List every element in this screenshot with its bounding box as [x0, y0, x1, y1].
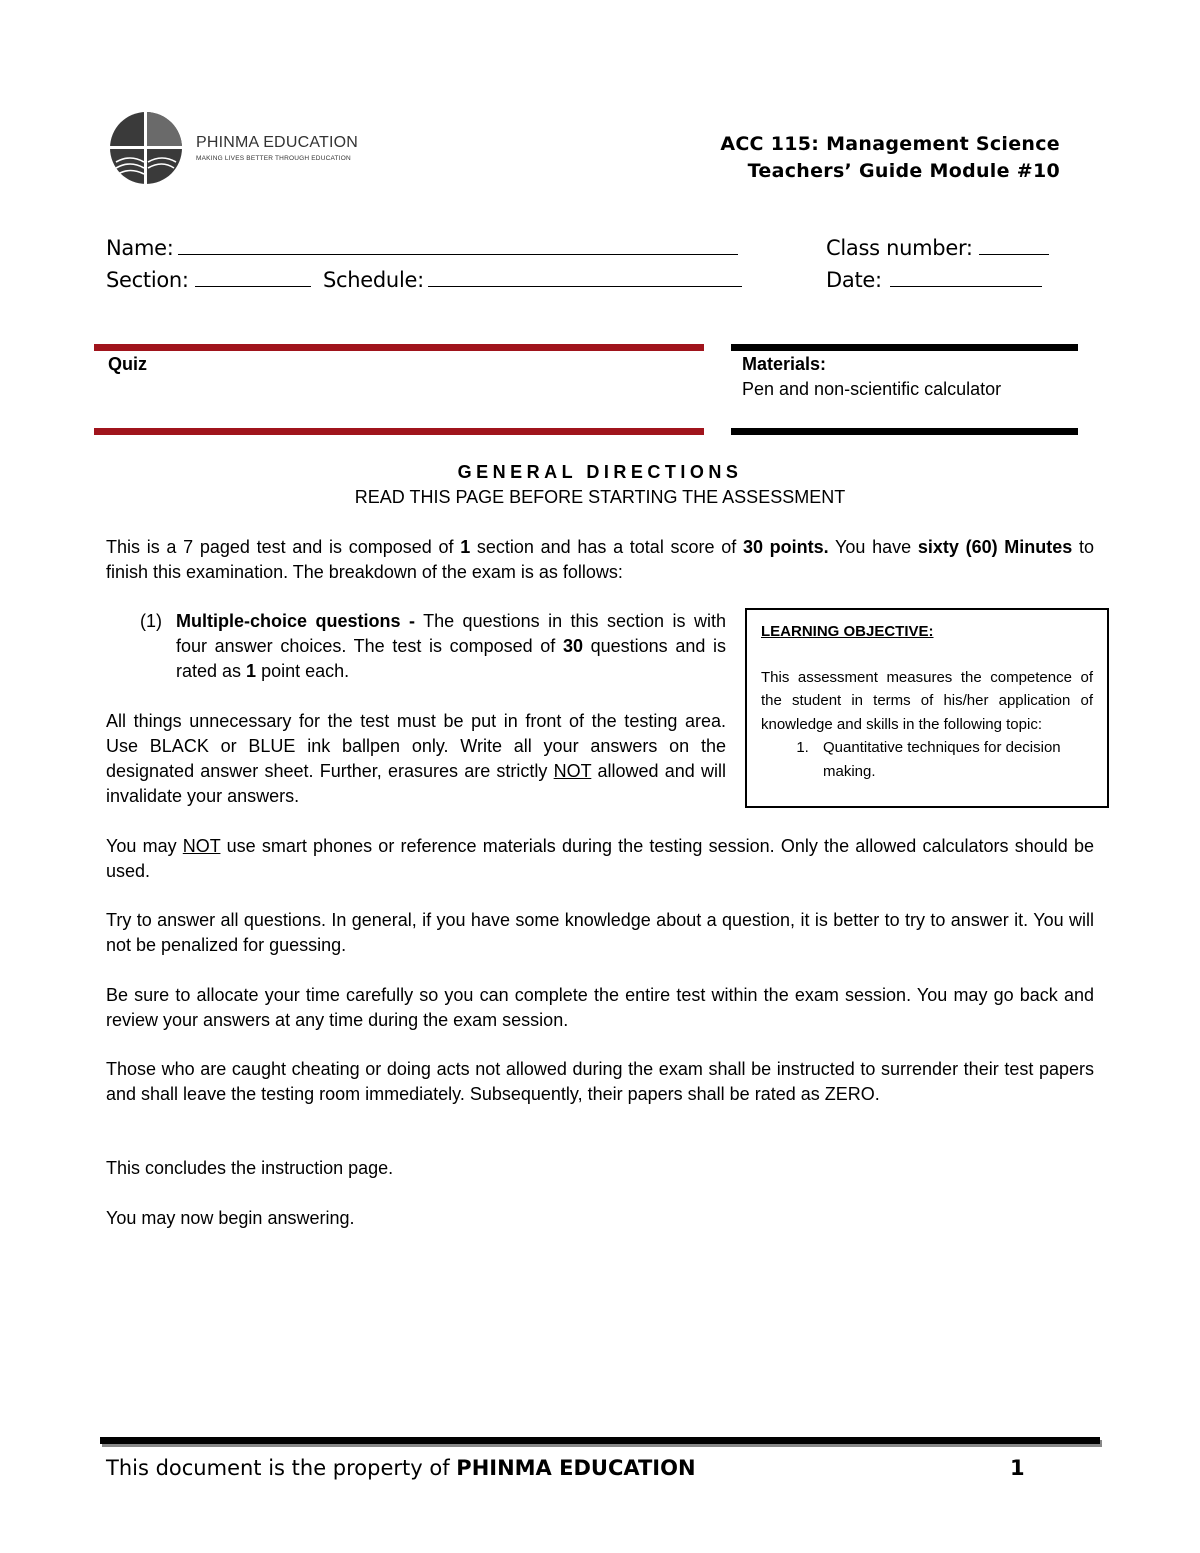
intro-time: sixty (60) Minutes: [917, 537, 1073, 557]
footer-text: [106, 1456, 696, 1480]
mc-text-1: The questions in this section is with four answer choices. The test is composed of: [176, 611, 726, 656]
logo-wordmark: PHINMA EDUCATION: [196, 134, 359, 151]
objective-item: 1. Quantitative techniques for decision making.: [813, 736, 1093, 783]
objective-text: This assessment measures the competence of the student in terms of his/her application of knowledge and skills in the following topic:: [761, 668, 1093, 733]
time-paragraph: Be sure to allocate your time carefully so you can complete the entire test within the exam session. You may go back and review your answers at any time during the exam session.: [106, 985, 1094, 1030]
phones-paragraph: [106, 834, 1094, 884]
section-field[interactable]: [106, 268, 311, 292]
intro-paragraph: [106, 535, 1094, 585]
things-text-1: All things unnecessary for the test must be put in front of the testing area. Use BLACK or BLUE ink ballpen only. Write all your answers on the designated answer sheet. Further, erasures are strictly: [106, 711, 726, 781]
conclude-paragraph: This concludes the instruction page.: [106, 1158, 394, 1178]
logo-tagline: MAKING LIVES BETTER THROUGH EDUCATION: [196, 155, 351, 162]
schedule-blank[interactable]: [428, 268, 742, 287]
intro-text-1: This is a 7 paged test and is composed of: [106, 537, 461, 557]
multiple-choice-item: [140, 609, 726, 684]
phones-not: NOT: [182, 836, 221, 856]
module-title: Teachers’ Guide Module #10: [747, 160, 1060, 182]
mc-number: (1): [140, 611, 162, 631]
section-blank[interactable]: [195, 268, 311, 287]
mc-points: 1: [246, 661, 257, 681]
quiz-top-bar: [94, 344, 704, 351]
phones-text-1: You may: [106, 836, 183, 856]
mc-text-3: point each.: [256, 661, 350, 681]
learning-objective-box: [745, 608, 1109, 808]
intro-text-2: section and has a total score of: [470, 537, 743, 557]
materials-label: Materials:: [742, 354, 827, 374]
materials-bottom-bar: [731, 428, 1078, 435]
date-blank[interactable]: [890, 268, 1042, 287]
intro-points: 30 points.: [742, 537, 829, 557]
things-not: NOT: [553, 761, 592, 781]
phones-text-2: use smart phones or reference materials during the testing session. Only the allowed calculators should be used.: [106, 836, 1094, 881]
class-number-label: Class number:: [826, 236, 973, 260]
mc-count: 30: [562, 636, 583, 656]
mc-text-2: questions and is rated as: [176, 636, 726, 681]
materials-text: Pen and non-scientific calculator: [742, 379, 1002, 399]
things-paragraph: [106, 709, 726, 809]
schedule-label: Schedule:: [323, 268, 424, 292]
general-directions-title: GENERAL DIRECTIONS: [457, 462, 743, 482]
footer-property-text: This document is the property of: [106, 1456, 457, 1480]
mc-title: Multiple-choice questions -: [176, 611, 415, 631]
objective-title: LEARNING OBJECTIVE:: [761, 623, 934, 640]
date-field[interactable]: [826, 268, 1042, 292]
date-label: Date:: [826, 268, 882, 292]
course-title-block: [720, 131, 1060, 185]
general-directions-subtitle: READ THIS PAGE BEFORE STARTING THE ASSESSMENT: [354, 487, 846, 507]
intro-text-4: to finish this examination. The breakdown of the exam is as follows:: [106, 537, 1095, 582]
quiz-label: Quiz: [108, 354, 147, 374]
things-text-2: allowed and will invalidate your answers.: [106, 761, 726, 806]
schedule-field[interactable]: [323, 268, 742, 292]
phinma-logo: [108, 110, 368, 188]
section-label: Section:: [106, 268, 189, 292]
name-field[interactable]: [106, 236, 738, 260]
intro-text-3: You have: [828, 537, 918, 557]
try-paragraph: Try to answer all questions. In general, if you have some knowledge about a question, it is better to try to answer it. You will not be penalized for guessing.: [106, 910, 1094, 955]
name-blank[interactable]: [178, 236, 738, 255]
class-number-blank[interactable]: [979, 236, 1049, 255]
quiz-bottom-bar: [94, 428, 704, 435]
footer-brand: PHINMA EDUCATION: [456, 1456, 696, 1480]
page-number: 1: [1010, 1456, 1025, 1480]
materials-top-bar: [731, 344, 1078, 351]
course-title: ACC 115: Management Science: [720, 133, 1060, 155]
cheating-paragraph: Those who are caught cheating or doing acts not allowed during the exam shall be instructed to surrender their test papers and shall leave the testing room immediately. Subsequently, their papers shall be rated as ZERO.: [106, 1059, 1094, 1104]
intro-sections: 1: [460, 537, 471, 557]
begin-paragraph: You may now begin answering.: [106, 1208, 355, 1228]
footer-rule: [100, 1437, 1100, 1444]
objective-list: [761, 736, 1093, 783]
name-label: Name:: [106, 236, 174, 260]
class-number-field[interactable]: [826, 236, 1049, 260]
